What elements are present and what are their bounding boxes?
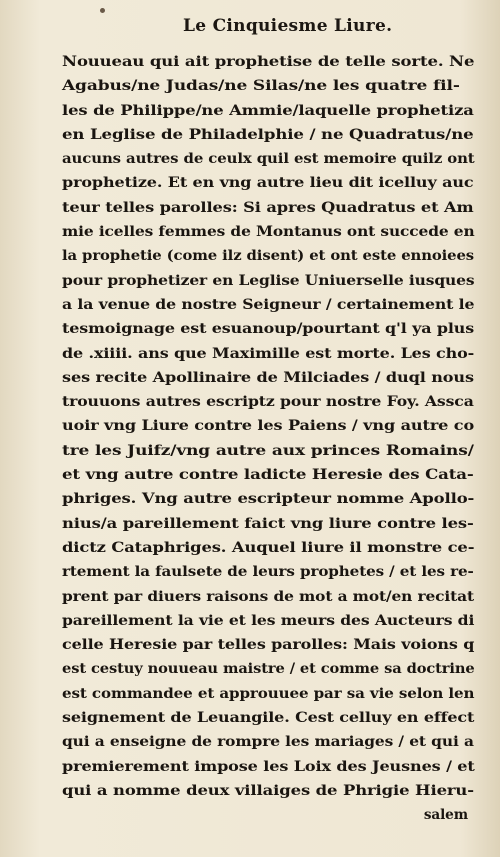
text-line: nius/a pareillement faict vng liure contre les- xyxy=(62,515,474,532)
text-line: pareillement la vie et les meurs des Aucteurs di xyxy=(62,612,475,629)
text-line: trouuons autres escriptz pour nostre Foy. Assca xyxy=(62,394,474,411)
text-line: qui a enseigne de rompre les mariages / et qui a xyxy=(62,734,474,751)
text-line: teur telles parolles: Si apres Quadratus et Am xyxy=(62,199,474,216)
text-line: de .xiiii. ans que Maximille est morte. Les cho- xyxy=(62,345,475,362)
text-line: en Leglise de Philadelphie / ne Quadratus/ne xyxy=(62,126,474,143)
text-line: ses recite Apollinaire de Milciades / duql nous xyxy=(62,369,474,386)
text-line: tre les Juifz/vng autre aux princes Romains/ xyxy=(62,442,474,459)
text-line: est cestuy nouueau maistre / et comme sa doctrine xyxy=(62,661,475,678)
ink-dot xyxy=(100,8,105,13)
text-block xyxy=(62,50,474,828)
text-line: premierement impose les Loix des Jeusnes / et xyxy=(62,758,475,775)
text-line: les de Philippe/ne Ammie/laquelle prophetiza xyxy=(62,102,474,119)
text-line: tesmoignage est esuanoup/pourtant q'l ya plus xyxy=(62,321,475,338)
text-line: aucuns autres de ceulx quil est memoire quilz ont xyxy=(62,151,475,168)
text-line: uoir vng Liure contre les Paiens / vng autre co xyxy=(62,418,475,435)
text-line: et vng autre contre ladicte Heresie des Cata- xyxy=(62,467,474,484)
text-line: salem xyxy=(423,807,468,824)
text-line: phriges. Vng autre escripteur nomme Apollo- xyxy=(62,491,475,508)
running-head: Le Cinquiesme Liure. xyxy=(183,16,393,36)
text-line: dictz Cataphriges. Auquel liure il monstre ce- xyxy=(62,539,475,556)
text-line: mie icelles femmes de Montanus ont succede en xyxy=(62,224,475,241)
text-line: Nouueau qui ait prophetise de telle sorte. Ne xyxy=(62,54,475,70)
text-line: seignement de Leuangile. Cest celluy en effect xyxy=(62,710,475,727)
text-line: celle Heresie par telles parolles: Mais voions q xyxy=(62,637,475,654)
text-line: rtement la faulsete de leurs prophetes / et les re- xyxy=(62,564,474,581)
text-line: qui a nomme deux villaiges de Phrigie Hieru- xyxy=(62,782,474,799)
text-line: prophetize. Et en vng autre lieu dit icelluy auc xyxy=(62,175,474,192)
text-line: prent par diuers raisons de mot a mot/en recitat xyxy=(62,588,475,605)
text-line: pour prophetizer en Leglise Uniuerselle iusques xyxy=(62,272,475,289)
text-line: est commandee et approuuee par sa vie selon len xyxy=(62,685,475,702)
text-line: a la venue de nostre Seigneur / certainement le xyxy=(62,296,475,313)
text-line: la prophetie (come ilz disent) et ont este ennoiees xyxy=(62,248,475,265)
text-line: Agabus/ne Judas/ne Silas/ne les quatre fil- xyxy=(62,78,460,95)
